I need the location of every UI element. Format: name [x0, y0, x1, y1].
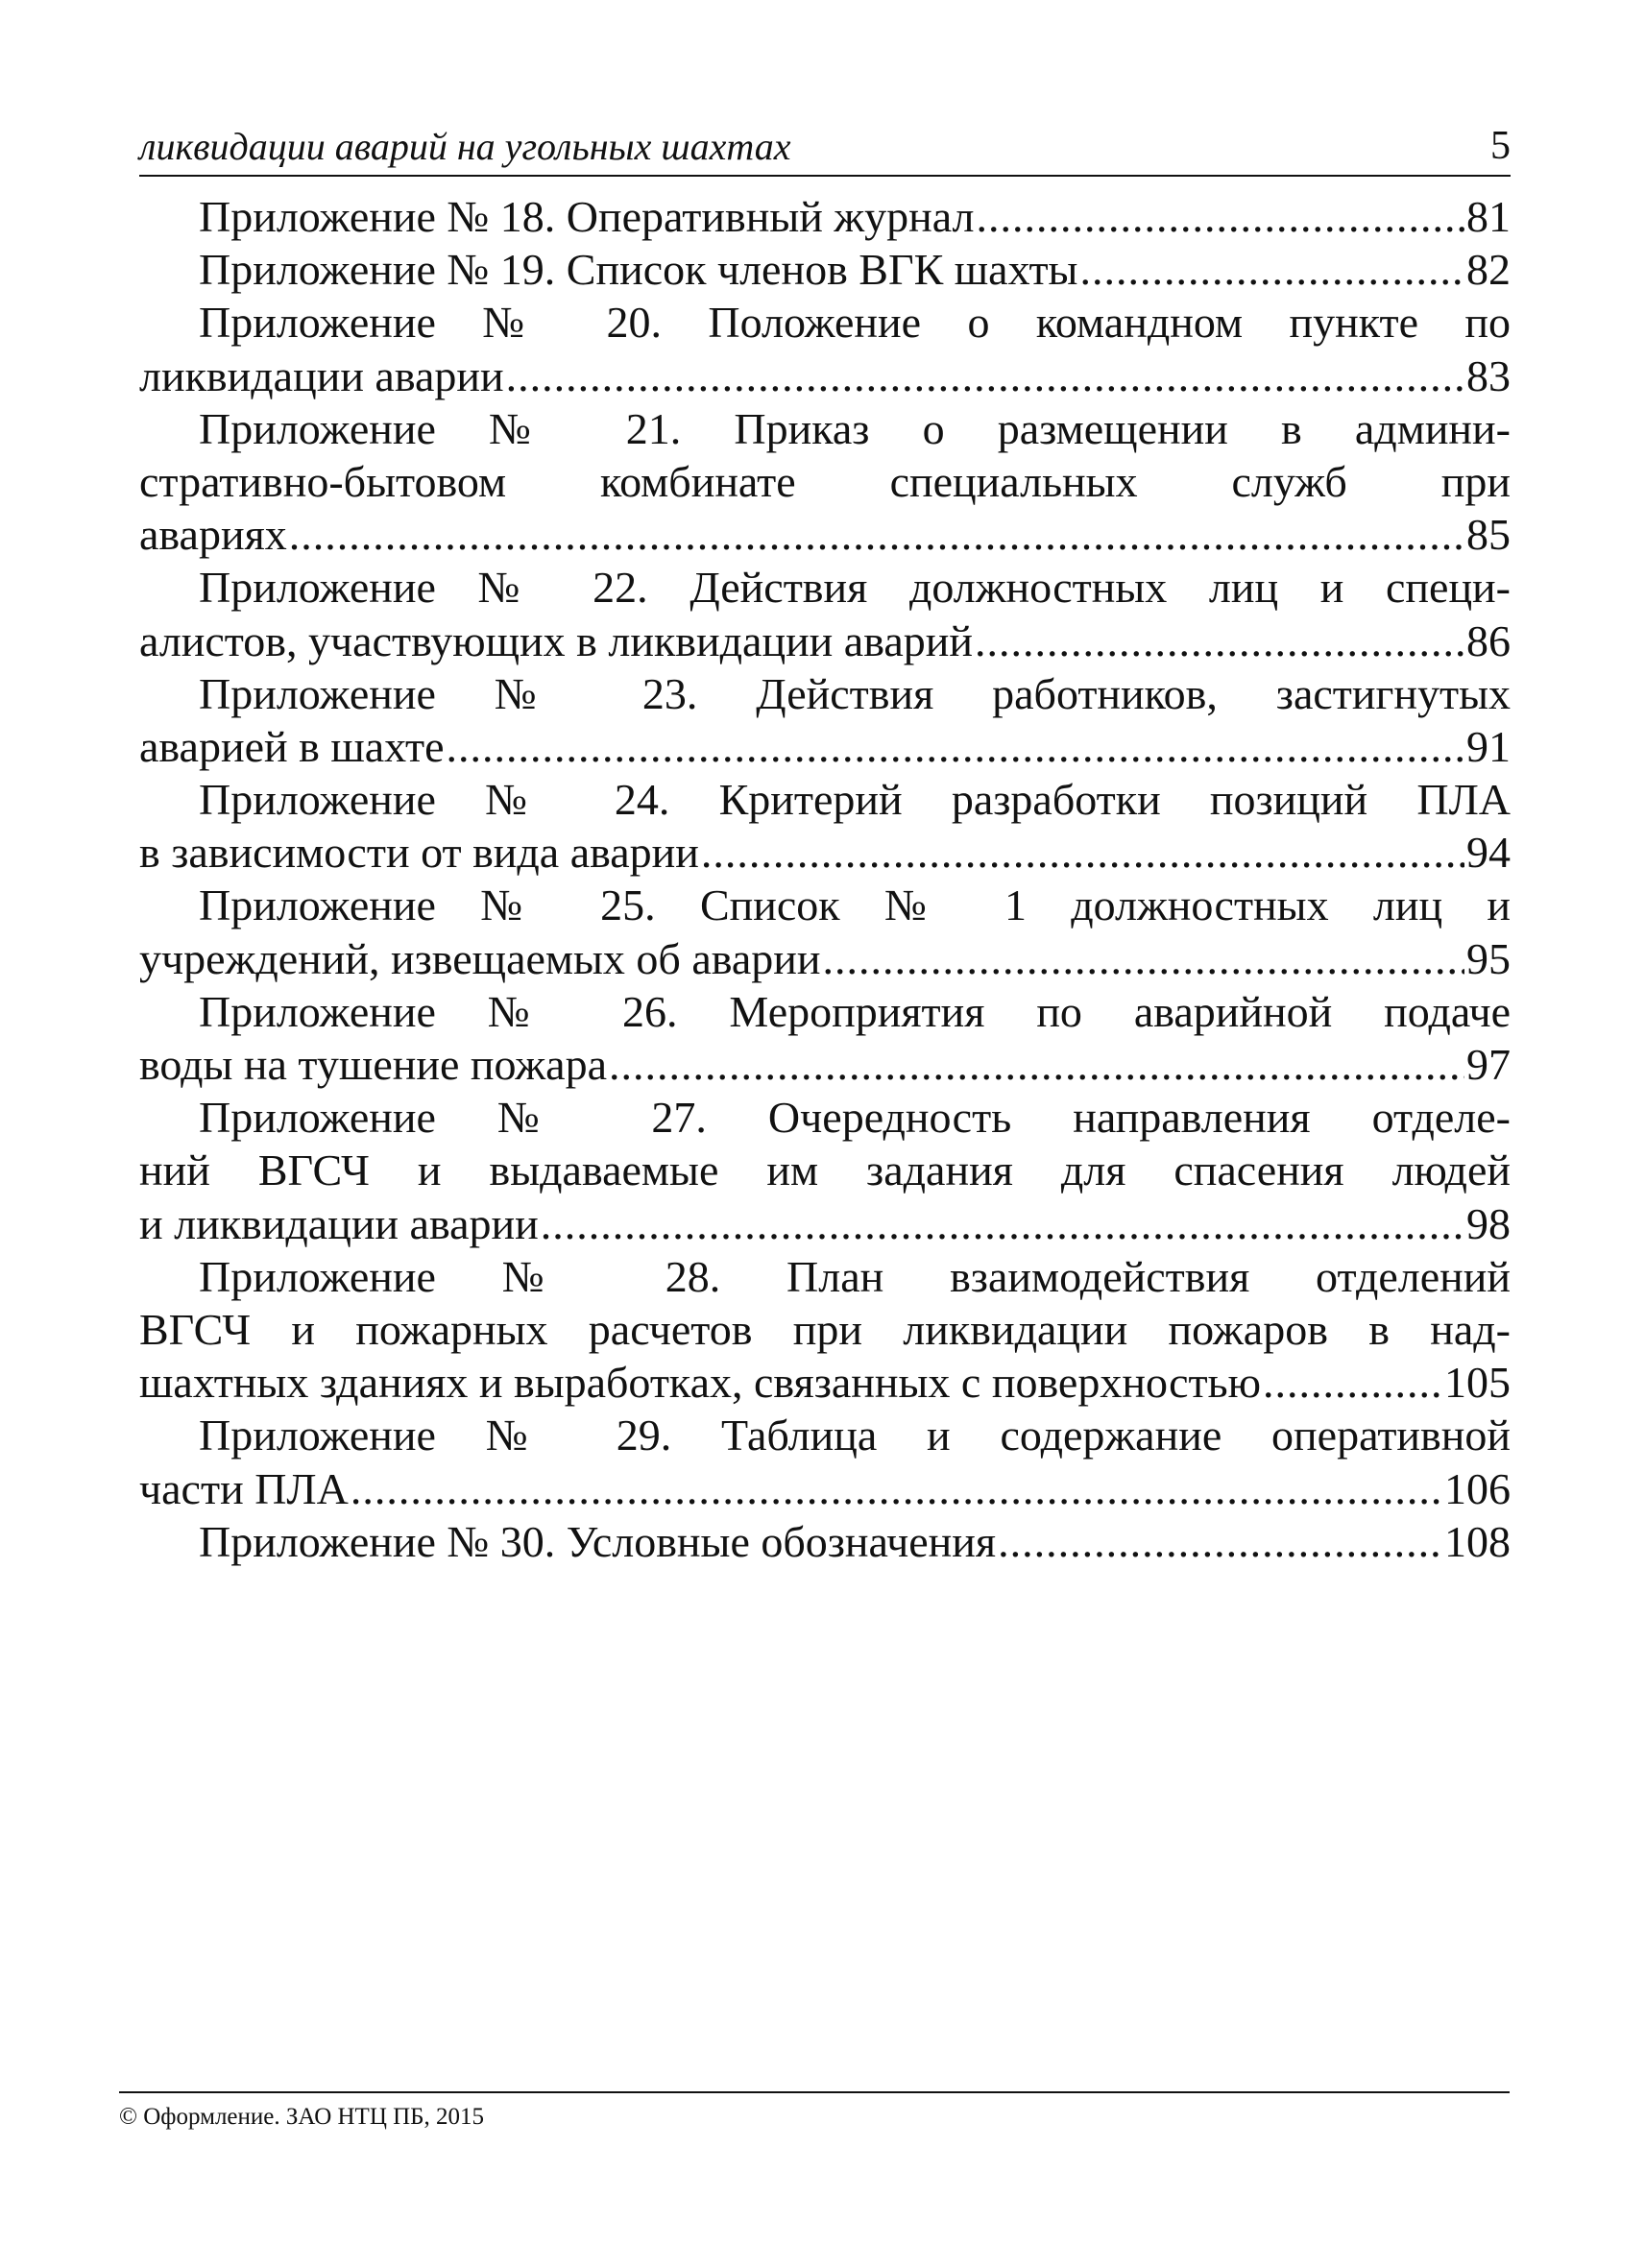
dot-leader [1263, 1356, 1442, 1409]
toc-entry-title-line: Приложение № 27. Очередность направления отделе- [199, 1093, 1511, 1143]
dot-leader [977, 190, 1464, 243]
toc-entry-title: воды на тушение пожара [139, 1040, 607, 1089]
toc-entry-last-line [139, 826, 1511, 879]
toc-page-number: 83 [1466, 350, 1511, 400]
toc-entry-title-line: Приложение № 28. План взаимодействия отделений [199, 1251, 1511, 1301]
running-header [139, 115, 1511, 177]
toc-page-number: 97 [1466, 1040, 1511, 1089]
toc-page-number: 98 [1466, 1198, 1511, 1248]
dot-leader [609, 1038, 1464, 1091]
toc-entry-title-line: Приложение № 21. Приказ о размещении в админи- [199, 403, 1511, 453]
dot-leader [447, 720, 1464, 773]
toc-entry-title: Приложение № 30. Условные обозначения [199, 1516, 997, 1566]
footer-divider [119, 2091, 1510, 2093]
toc-entry-last-line [139, 1197, 1511, 1250]
toc-entry-title: части ПЛА [139, 1463, 349, 1513]
toc-entry-title: в зависимости от вида аварии [139, 828, 699, 878]
table-of-contents [139, 190, 1511, 1568]
toc-entry-last-line [139, 720, 1511, 773]
toc-entry-last-line [139, 615, 1511, 667]
dot-leader [289, 508, 1464, 561]
toc-page-number: 108 [1444, 1516, 1511, 1566]
toc-entry-title: шахтных зданиях и выработках, связанных с поверхностью [139, 1358, 1261, 1408]
toc-page-number: 105 [1444, 1358, 1511, 1408]
toc-entry [139, 243, 1511, 296]
toc-entry-title-line: Приложение № 29. Таблица и содержание оперативной [199, 1411, 1511, 1460]
dot-leader [701, 826, 1464, 879]
toc-page-number: 82 [1466, 245, 1511, 295]
toc-entry-last-line [139, 508, 1511, 561]
toc-entry [139, 667, 1511, 773]
dot-leader [506, 350, 1464, 402]
toc-page-number: 81 [1466, 192, 1511, 241]
toc-entry-last-line [139, 1038, 1511, 1091]
toc-entry [139, 561, 1511, 666]
toc-entry-title-line: ний ВГСЧ и выдаваемые им задания для спасения людей [139, 1146, 1511, 1195]
toc-page-number: 95 [1466, 933, 1511, 983]
toc-entry-last-line [139, 1462, 1511, 1515]
dot-leader [1079, 243, 1464, 296]
toc-entry-title-line: ВГСЧ и пожарных расчетов при ликвидации пожаров в над- [139, 1304, 1511, 1354]
running-title: ликвидации аварий на угольных шахтах [139, 125, 791, 168]
toc-entry [139, 1250, 1511, 1410]
toc-entry [139, 1515, 1511, 1568]
toc-entry [139, 773, 1511, 879]
dot-leader [823, 932, 1464, 985]
toc-entry-title-line: стративно-бытовом комбинате специальных служб при [139, 456, 1511, 506]
copyright-footer: © Оформление. ЗАО НТЦ ПБ, 2015 [119, 2104, 485, 2130]
toc-entry-title: авариях [139, 510, 287, 560]
toc-entry-last-line [139, 932, 1511, 985]
toc-entry-title-line: Приложение № 24. Критерий разработки позиций ПЛА [199, 775, 1511, 825]
toc-page-number: 94 [1466, 828, 1511, 878]
toc-entry-title: аварией в шахте [139, 721, 445, 771]
toc-entry-title: учреждений, извещаемых об аварии [139, 933, 821, 983]
toc-entry-title: Приложение № 18. Оперативный журнал [199, 192, 975, 241]
toc-entry [139, 1091, 1511, 1250]
toc-entry-title-line: Приложение № 22. Действия должностных лиц и специ- [199, 563, 1511, 613]
toc-entry-last-line [139, 190, 1511, 243]
toc-entry [139, 190, 1511, 243]
dot-leader [998, 1515, 1442, 1568]
toc-entry-last-line [139, 350, 1511, 402]
page-number: 5 [1490, 124, 1511, 168]
toc-entry-last-line [139, 1515, 1511, 1568]
toc-entry [139, 879, 1511, 984]
toc-entry [139, 402, 1511, 562]
toc-entry-title: Приложение № 19. Список членов ВГК шахты [199, 245, 1078, 295]
toc-entry [139, 1409, 1511, 1514]
toc-entry-last-line [139, 1356, 1511, 1409]
dot-leader [541, 1197, 1464, 1250]
toc-page-number: 91 [1466, 721, 1511, 771]
toc-entry-title: ликвидации аварии [139, 350, 504, 400]
toc-entry [139, 296, 1511, 401]
toc-entry-title-line: Приложение № 26. Мероприятия по аварийной подаче [199, 986, 1511, 1036]
toc-page-number: 85 [1466, 510, 1511, 560]
toc-entry-title: алистов, участвующих в ликвидации аварий [139, 615, 973, 665]
toc-entry-last-line [139, 243, 1511, 296]
toc-page-number: 106 [1444, 1463, 1511, 1513]
toc-page-number: 86 [1466, 615, 1511, 665]
toc-entry-title-line: Приложение № 20. Положение о командном пункте по [199, 298, 1511, 348]
toc-entry-title-line: Приложение № 25. Список № 1 должностных лиц и [199, 881, 1511, 930]
toc-entry [139, 985, 1511, 1091]
dot-leader [351, 1462, 1442, 1515]
dot-leader [975, 615, 1464, 667]
toc-entry-title-line: Приложение № 23. Действия работников, застигнутых [199, 668, 1511, 718]
toc-entry-title: и ликвидации аварии [139, 1198, 539, 1248]
